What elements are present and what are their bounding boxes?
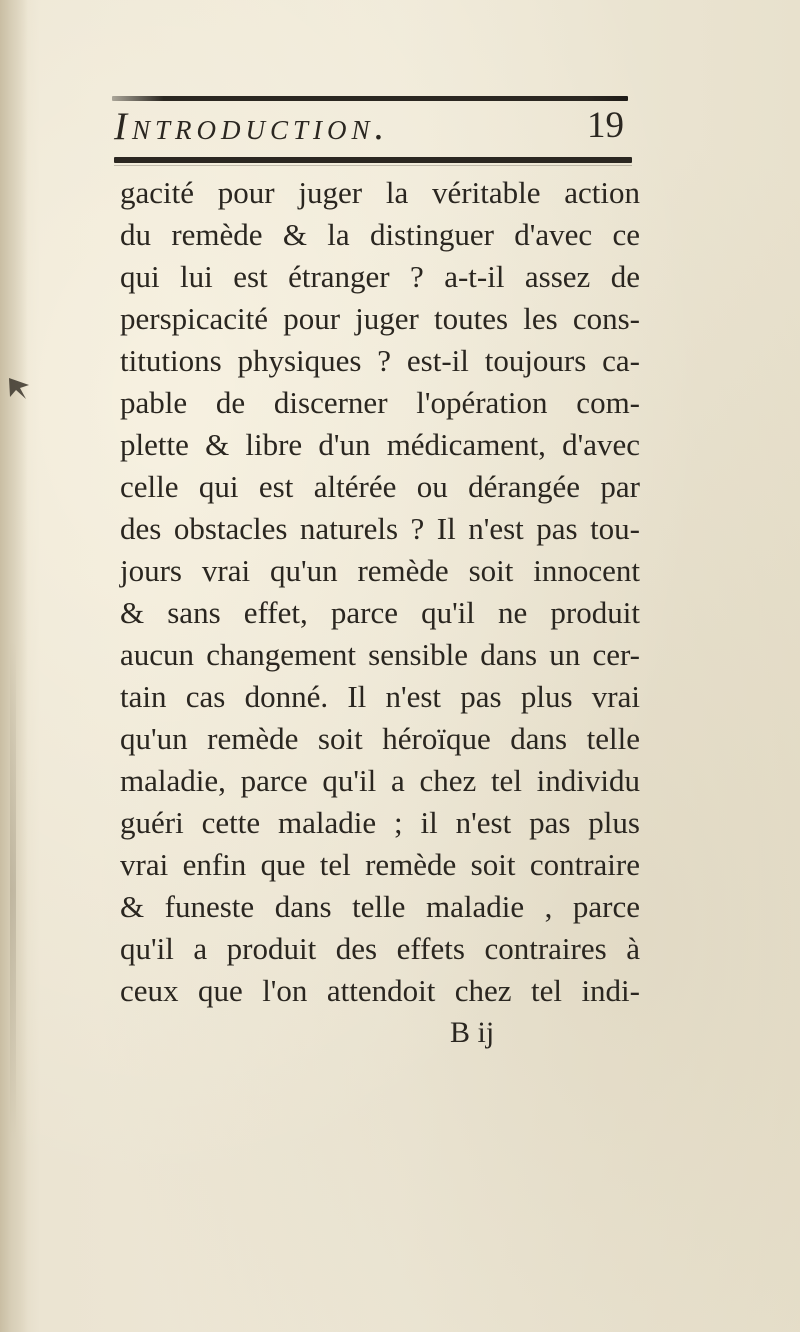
text-line: plette & libre d'un médicament, d'avec xyxy=(120,427,640,462)
text-line: perspicacité pour juger toutes les cons- xyxy=(120,301,640,336)
text-line: & funeste dans telle maladie , parce xyxy=(120,889,640,924)
text-line: tain cas donné. Il n'est pas plus vrai xyxy=(120,679,640,714)
text-line: qui lui est étranger ? a-t-il assez de xyxy=(120,259,640,294)
text-line: ceux que l'on attendoit chez tel indi- xyxy=(120,973,640,1008)
text-line: titutions physiques ? est-il toujours ca- xyxy=(120,343,640,378)
signature-line xyxy=(0,1012,800,1054)
text-line: qu'un remède soit héroïque dans telle xyxy=(120,721,640,756)
body-text xyxy=(120,172,640,1012)
text-line: du remède & la distinguer d'avec ce xyxy=(120,217,640,252)
header-bottom-rule xyxy=(114,157,632,163)
gathering-signature: B ij xyxy=(450,1016,495,1049)
text-line: aucun changement sensible dans un cer- xyxy=(120,637,640,672)
text-line: & sans effet, parce qu'il ne produit xyxy=(120,595,640,630)
text-line: qu'il a produit des effets contraires à xyxy=(120,931,640,966)
running-header xyxy=(114,100,634,156)
page-number: 19 xyxy=(587,105,624,146)
running-title: Introduction. xyxy=(114,105,390,148)
text-line: des obstacles naturels ? Il n'est pas tou- xyxy=(120,511,640,546)
text-line: vrai enfin que tel remède soit contraire xyxy=(120,847,640,882)
text-line: guéri cette maladie ; il n'est pas plus xyxy=(120,805,640,840)
text-line: gacité pour juger la véritable action xyxy=(120,175,640,210)
text-line: jours vrai qu'un remède soit innocent xyxy=(120,553,640,588)
text-line: pable de discerner l'opération com- xyxy=(120,385,640,420)
text-line: celle qui est altérée ou dérangée par xyxy=(120,469,640,504)
text-line: maladie, parce qu'il a chez tel individu xyxy=(120,763,640,798)
